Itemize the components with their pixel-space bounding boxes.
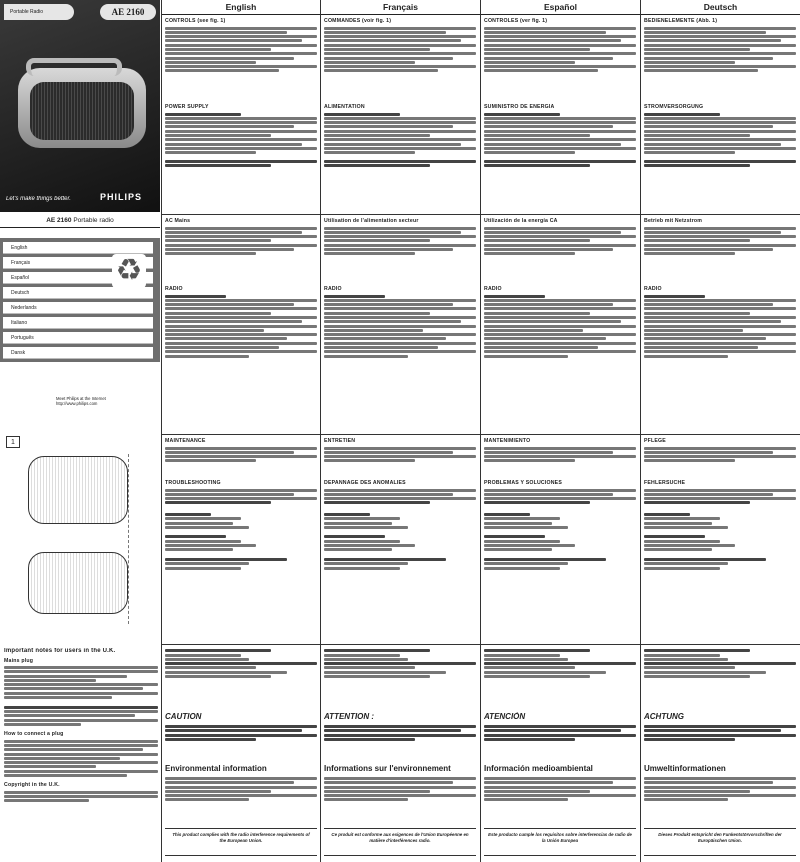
ac-heading: Utilización de la energía CA: [484, 218, 558, 224]
controls-heading: CONTROLS (see fig. 1): [165, 18, 226, 24]
ac-heading: AC Mains: [165, 218, 191, 224]
radio-heading: RADIO: [165, 286, 183, 292]
radio-section: [484, 286, 636, 434]
power-heading: SUMINISTRO DE ENERGÍA: [484, 104, 555, 110]
website-note: [56, 396, 156, 410]
caution-heading: CAUTION: [165, 712, 202, 721]
radio-side-drawing: [28, 552, 128, 614]
caution-heading: ATENCIÓN: [484, 712, 526, 721]
radio-heading: RADIO: [324, 286, 342, 292]
uk-notes: [4, 648, 158, 858]
eu-compliance-note: Dieses Produkt entspricht den Funkentstörvorschriften der Europäischen Union.: [644, 828, 796, 856]
caution-heading: ATTENTION :: [324, 712, 375, 721]
radio-front-drawing: [28, 456, 128, 524]
maintenance-section: [484, 438, 636, 478]
environment-heading: Environmental information: [165, 764, 267, 773]
caution-section: [484, 712, 636, 762]
maintenance-section: [644, 438, 796, 478]
radio-section: [165, 286, 317, 434]
power-section: [165, 104, 317, 214]
troubleshooting-heading: FEHLERSUCHE: [644, 480, 686, 486]
radio-product-image: [18, 58, 146, 150]
column-header-deutsch: Deutsch: [641, 0, 800, 15]
power-heading: ALIMENTATION: [324, 104, 365, 110]
controls-section: [484, 18, 636, 100]
radio-section: [644, 286, 796, 434]
extra-notes: [484, 648, 636, 708]
column-header-english: English: [162, 0, 320, 15]
controls-section: [165, 18, 317, 100]
controls-heading: COMMANDES (voir fig. 1): [324, 18, 392, 24]
language-item: English: [3, 242, 153, 254]
extra-notes: [165, 648, 317, 708]
copyright-heading: Copyright in the U.K.: [4, 782, 60, 789]
product-label-tab: Portable Radio: [4, 4, 74, 20]
environment-section: [165, 764, 317, 828]
model-line: [0, 214, 160, 228]
troubleshooting-section: [644, 480, 796, 640]
ac-section: [324, 218, 476, 280]
caution-section: [324, 712, 476, 762]
troubleshooting-section: [324, 480, 476, 640]
controls-heading: BEDIENELEMENTE (Abb. 1): [644, 18, 718, 24]
environment-heading: Umweltinformationen: [644, 764, 726, 773]
troubleshooting-heading: PROBLEMAS Y SOLUCIONES: [484, 480, 562, 486]
language-item: Español: [3, 272, 153, 284]
radio-heading: RADIO: [484, 286, 502, 292]
environment-section: [644, 764, 796, 828]
radio-heading: RADIO: [644, 286, 662, 292]
power-heading: POWER SUPPLY: [165, 104, 209, 110]
maintenance-section: [324, 438, 476, 478]
extra-notes: [324, 648, 476, 708]
language-item: Nederlands: [3, 302, 153, 314]
caution-section: [644, 712, 796, 762]
philips-logo: PHILIPS: [100, 192, 143, 202]
environment-heading: Información medioambiental: [484, 764, 593, 773]
website-note-line: Meet Philips at the Internet: [56, 396, 106, 401]
ac-heading: Betrieb mit Netzstrom: [644, 218, 703, 224]
ac-section: [165, 218, 317, 280]
language-item: Dansk: [3, 347, 153, 359]
troubleshooting-section: [484, 480, 636, 640]
model-line-suffix: Portable radio: [73, 217, 114, 224]
model-line-number: AE 2160: [46, 217, 72, 224]
maintenance-heading: PFLEGE: [644, 438, 666, 444]
figure-label: 1: [6, 436, 20, 448]
how-to-connect-heading: How to connect a plug: [4, 731, 64, 738]
troubleshooting-section: [165, 480, 317, 640]
power-section: [644, 104, 796, 214]
cover-photo: [0, 0, 160, 212]
eu-compliance-note: Ce produit est conforme aux exigences de l'Union Européenne en matière d'interférences radio.: [324, 828, 476, 856]
column-header-francais: Français: [321, 0, 480, 15]
maintenance-section: [165, 438, 317, 478]
caution-section: [165, 712, 317, 762]
controls-section: [324, 18, 476, 100]
extra-notes: [644, 648, 796, 708]
ac-section: [484, 218, 636, 280]
figure-panel: [0, 434, 160, 644]
eu-compliance-note: Este producto cumple los requisitos sobre interferencias de radio de la Unión Europea: [484, 828, 636, 856]
ac-heading: Utilisation de l'alimentation secteur: [324, 218, 419, 224]
environment-heading: Informations sur l'environnement: [324, 764, 451, 773]
language-item: Português: [3, 332, 153, 344]
caution-heading: ACHTUNG: [644, 712, 684, 721]
troubleshooting-heading: TROUBLESHOOTING: [165, 480, 221, 486]
language-item: Italiano: [3, 317, 153, 329]
website-url: http://www.philips.com: [56, 401, 98, 407]
language-item: Français: [3, 257, 153, 269]
recycle-icon: ♻: [112, 254, 146, 288]
controls-section: [644, 18, 796, 100]
maintenance-heading: ENTRETIEN: [324, 438, 356, 444]
eu-compliance-note: This product complies with the radio interference requirements of the European Union.: [165, 828, 317, 856]
environment-section: [484, 764, 636, 828]
radio-section: [324, 286, 476, 434]
tagline: Let's make things better.: [6, 196, 71, 202]
power-section: [484, 104, 636, 214]
maintenance-heading: MAINTENANCE: [165, 438, 206, 444]
environment-section: [324, 764, 476, 828]
mains-plug-heading: Mains plug: [4, 657, 34, 664]
power-section: [324, 104, 476, 214]
model-number: AE 2160: [100, 4, 156, 20]
language-item: Deutsch: [3, 287, 153, 299]
controls-heading: CONTROLES (ver fig. 1): [484, 18, 548, 24]
callout-lines: [128, 454, 158, 624]
cover-panel: [0, 0, 160, 430]
power-heading: STROMVERSORGUNG: [644, 104, 704, 110]
column-header-espanol: Español: [481, 0, 640, 15]
ac-section: [644, 218, 796, 280]
maintenance-heading: MANTENIMIENTO: [484, 438, 531, 444]
troubleshooting-heading: DEPANNAGE DES ANOMALIES: [324, 480, 406, 486]
uk-notes-title: Important notes for users in the U.K.: [4, 648, 116, 654]
